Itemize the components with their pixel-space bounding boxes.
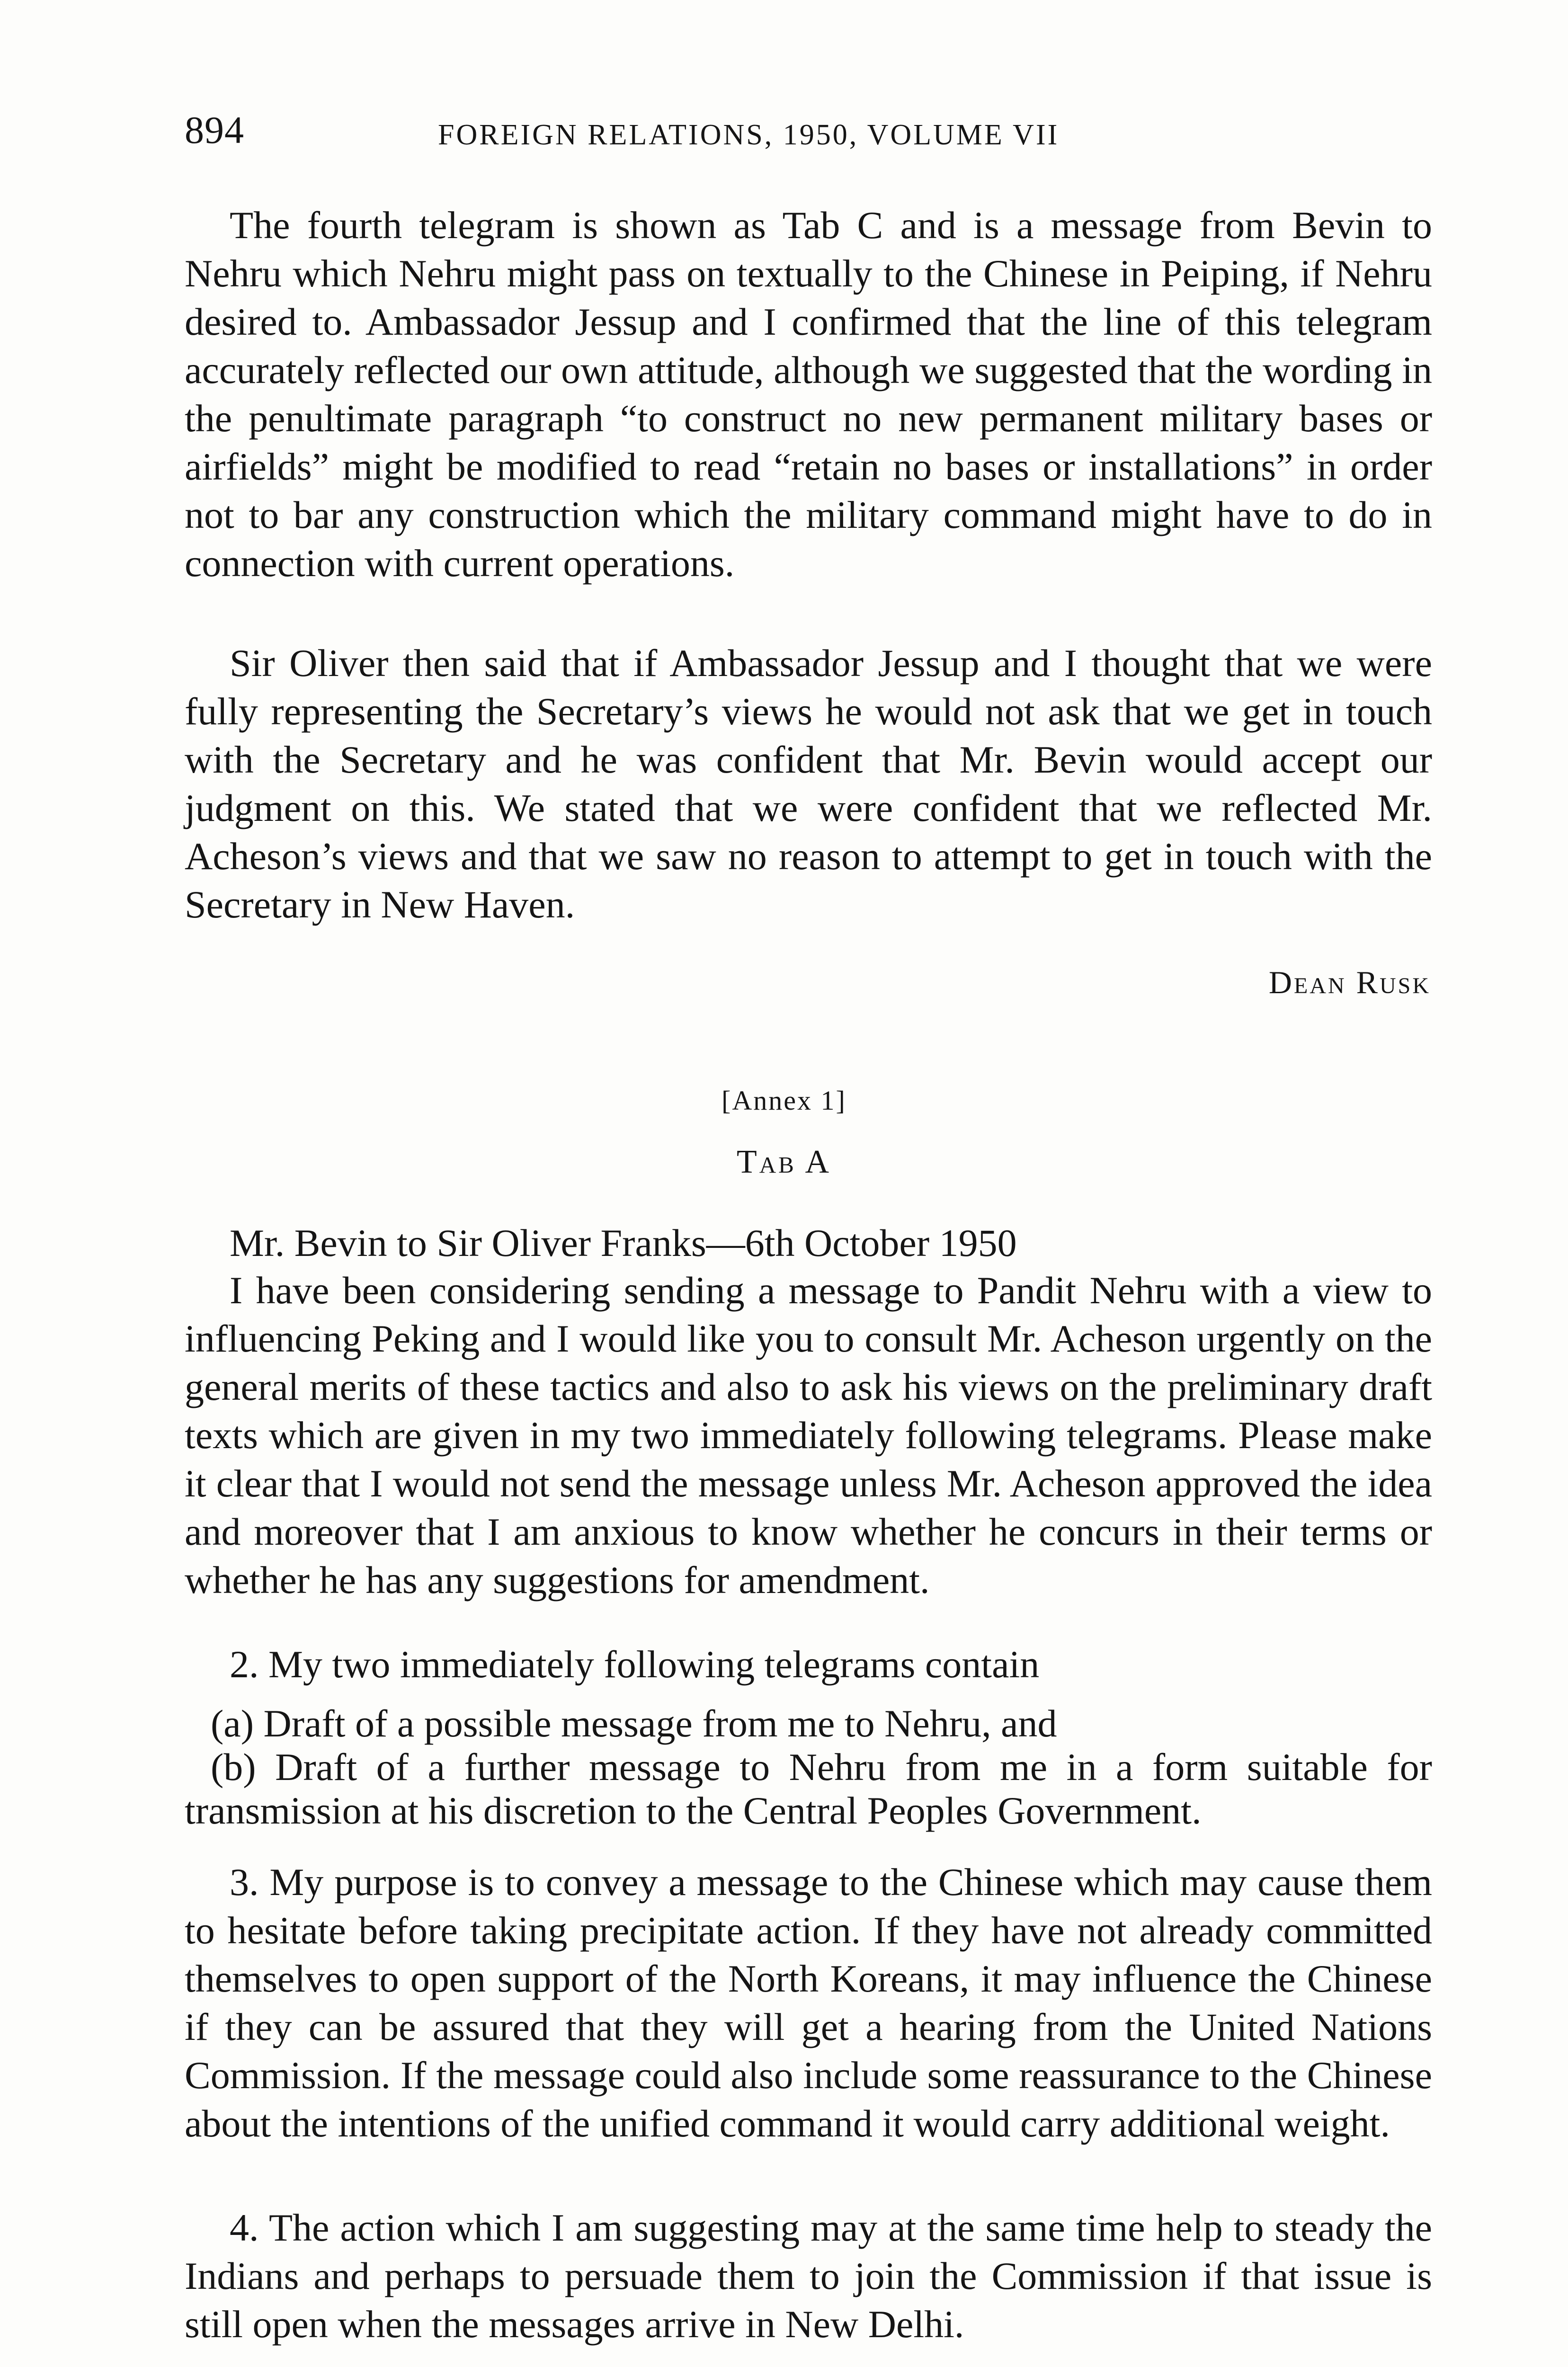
page-header <box>185 107 1434 163</box>
page-number: 894 <box>185 108 244 151</box>
annex-paragraph-2: 2. My two immediately following telegrams contain <box>230 1643 1040 1686</box>
list-item: (b) Draft of a further message to Nehru from me in a form suitable for transmission at his discretion to the Central Peoples Government. <box>185 1745 1432 1832</box>
running-head: FOREIGN RELATIONS, 1950, VOLUME VII <box>438 119 1060 151</box>
signature: Dean Rusk <box>1268 964 1431 1000</box>
annex-paragraph-4: 4. The action which I am suggesting may at the same time help to steady the Indians and perhaps to persuade them to join the Commission if that issue is still open when the messages arrive in New Delhi. <box>185 2206 1432 2346</box>
list-item: (a) Draft of a possible message from me to Nehru, and <box>211 1702 1057 1745</box>
memo-line: Mr. Bevin to Sir Oliver Franks—6th October 1950 <box>230 1221 1017 1264</box>
tab-title: Tab A <box>736 1144 832 1180</box>
body-paragraph-2: Sir Oliver then said that if Ambassador Jessup and I thought that we were fully representing the Secretary’s views he would not ask that we get in touch with the Secretary and he was confident that Mr. Bevin would accept our judgment on this. We stated that we were confident that we reflected Mr. Acheson’s views and that we saw no reason to attempt to get in touch with the Secretary in New Haven. <box>185 641 1432 926</box>
annex-label: [Annex 1] <box>722 1085 846 1116</box>
annex-paragraph-3: 3. My purpose is to convey a message to the Chinese which may cause them to hesitate before taking precipitate action. If they have not already committed themselves to open support of the North Koreans, it may influence the Chinese if they can be assured that they will get a hearing from the United Nations Commission. If the message could also include some reassurance to the Chinese about the intentions of the unified command it would carry additional weight. <box>185 1860 1432 2145</box>
annex-paragraph-1: I have been considering sending a message to Pandit Nehru with a view to influencing Peking and I would like you to consult Mr. Acheson urgently on the general merits of these tactics and also to ask his views on the preliminary draft texts which are given in my two immediately following telegrams. Please make it clear that I would not send the message unless Mr. Acheson approved the idea and moreover that I am anxious to know whether he concurs in their terms or whether he has any suggestions for amendment. <box>185 1269 1432 1602</box>
draft-list <box>185 1702 1432 1833</box>
body-paragraph-1: The fourth telegram is shown as Tab C and is a message from Bevin to Nehru which Nehru might pass on textually to the Chinese in Peiping, if Nehru desired to. Ambassador Jessup and I confirmed that the line of this telegram accurately reflected our own attitude, although we suggested that the wording in the penultimate paragraph “to construct no new permanent military bases or airfields” might be modified to read “retain no bases or installations” in order not to bar any construction which the military command might have to do in connection with current operations. <box>185 204 1432 585</box>
